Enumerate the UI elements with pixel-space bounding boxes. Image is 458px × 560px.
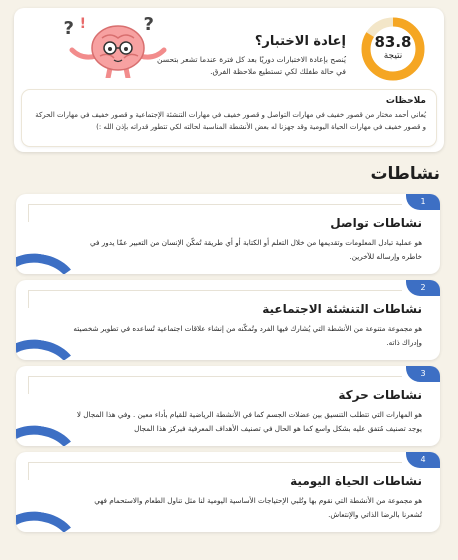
activities-section-title: نشاطات xyxy=(370,164,440,184)
retest-description: يُنصح بإعادة الاختبارات دوريًا بعد كل فترة عندما تشعر بتحسن في حالة طفلك لكي تستطيع ملاحظة الفرق. xyxy=(157,55,346,76)
notes-body: يُعاني أحمد مختار من قصور خفيف في مهارات التواصل و قصور خفيف في مهارات التنشئة الإجتماعية و قصور خفيف في مهارات الحركة و قصور خفيف في مهارات الحياة اليومية وقد جهزنا له بعض الأنشطة المناسبة لحالته لكي تتطور قدراته بإذن الله :) xyxy=(35,111,426,131)
exclamation-icon: ! xyxy=(79,16,86,32)
activity-number-badge: 3 xyxy=(406,366,440,382)
brain-thinking-icon xyxy=(58,12,178,78)
activity-title: نشاطات الحياة اليومية xyxy=(290,474,422,488)
activity-card-socialization[interactable] xyxy=(16,280,440,360)
score-ring xyxy=(358,14,428,84)
activity-description: هو عملية تبادل المعلومات وتقديمها من خلال التعلم أو الكتابة أو أي طريقة تُمكّن الإنسان من التعبير عمّا يدور في خاطره وإرساله للآخرين. xyxy=(90,238,422,261)
retest-title: إعادة الاختبار؟ xyxy=(254,34,346,49)
activity-card-communication[interactable] xyxy=(16,194,440,274)
score-value: 83.8 xyxy=(374,33,412,51)
activity-title: نشاطات حركة xyxy=(338,388,422,402)
notes-title: ملاحظات xyxy=(385,96,426,106)
activity-description: هو المهارات التي تتطلب التنسيق بين عضلات الجسم كما في الأنشطة الرياضية للقيام بأداء معين . وفي هذا المجال لا يوجد تصنيف مُتفق عليه بشكل واسع كما هو الحال في تصنيف الأهداف المعرفية فبركز هذا المجال xyxy=(76,410,422,433)
question-mark-icon: ? xyxy=(63,18,74,39)
activity-number-badge: 2 xyxy=(406,280,440,296)
activity-number-badge: 1 xyxy=(406,194,440,210)
result-summary-card xyxy=(14,8,444,152)
activity-description: هو مجموعة متنوعة من الأنشطة التي يُشارك فيها الفرد وتُمكّنه من إنشاء علاقات اجتماعية تُساعده في تطوير شخصيته وإدراك ذاته. xyxy=(73,324,422,347)
activity-title: نشاطات التنشئة الاجتماعية xyxy=(262,302,422,316)
activity-description: هو مجموعة من الأنشطة التي نقوم بها وتُلبي الإحتياجات الأساسية اليومية لنا مثل تناول الطعام والاستحمام فهي تُشعرنا بالرضا الذاتي والإنتعاش. xyxy=(94,496,422,519)
activity-title: نشاطات تواصل xyxy=(330,216,422,230)
activity-card-daily-living[interactable] xyxy=(16,452,440,532)
activity-number-badge: 4 xyxy=(406,452,440,468)
question-mark-icon: ? xyxy=(143,14,154,35)
score-label: نتيجة xyxy=(383,51,403,61)
notes-box xyxy=(22,90,436,146)
activity-card-motor[interactable] xyxy=(16,366,440,446)
